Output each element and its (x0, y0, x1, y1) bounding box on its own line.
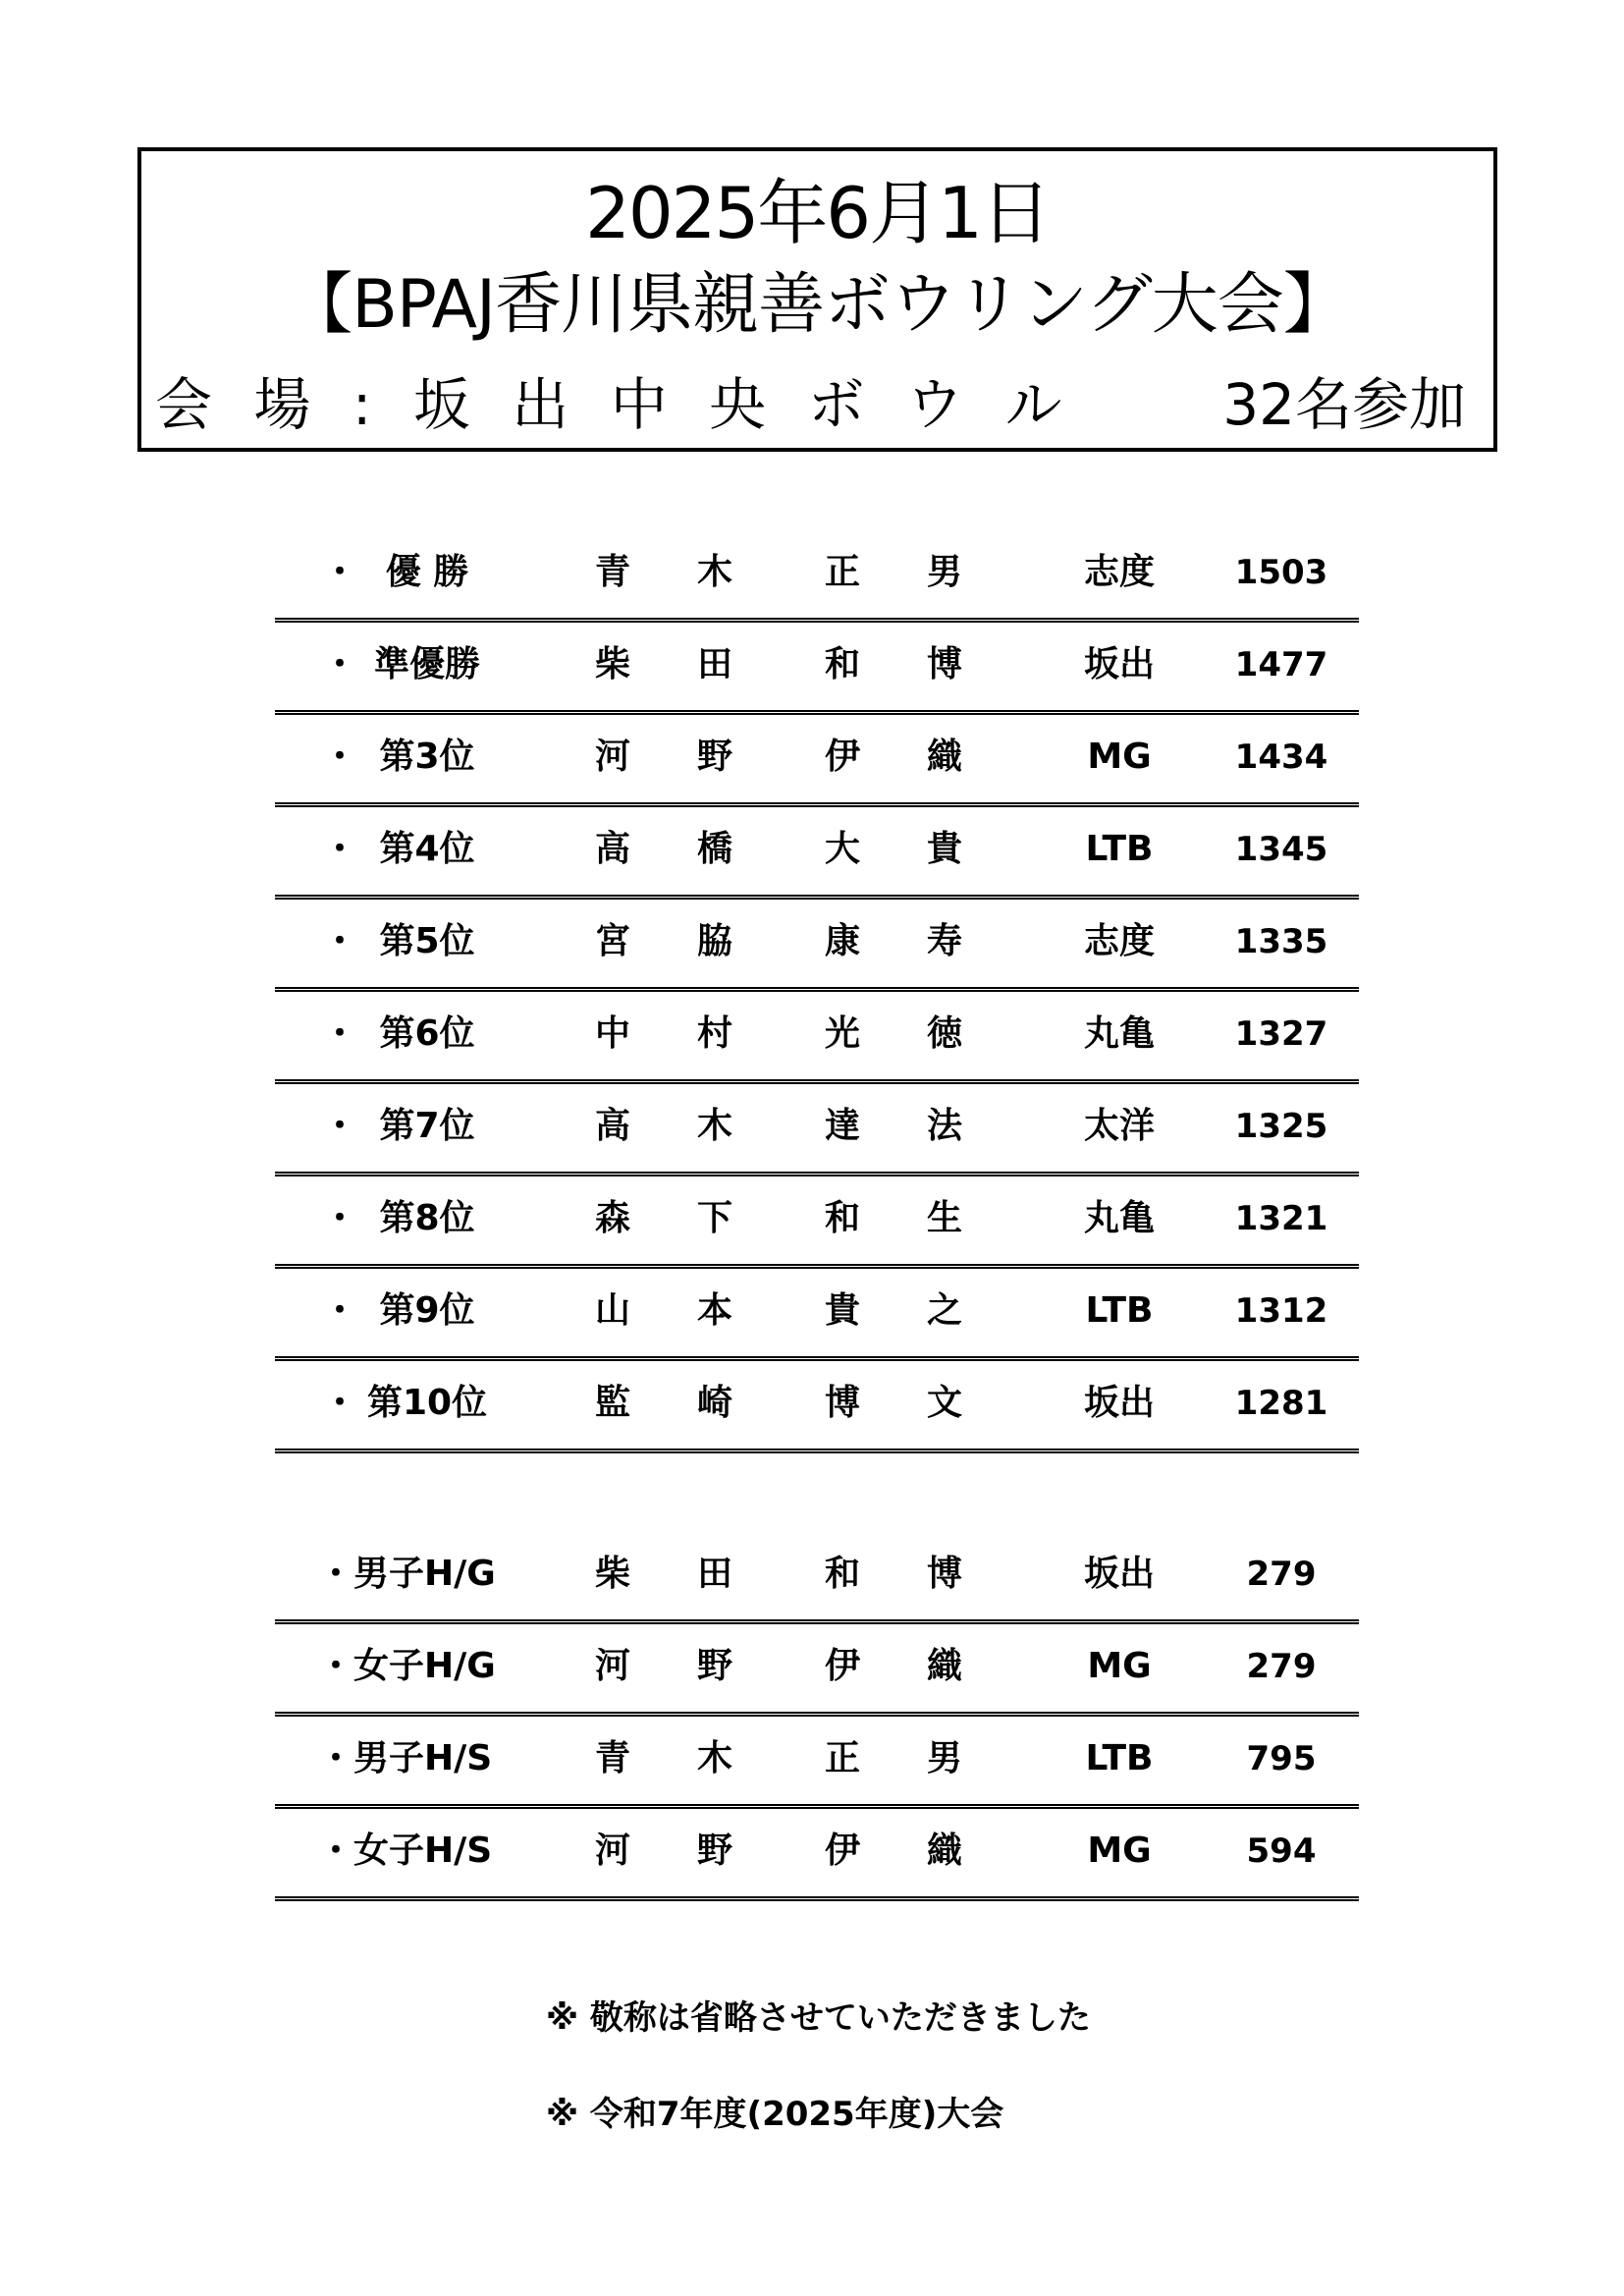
name-char: 中 (594, 1013, 630, 1054)
name-char: 織 (926, 1646, 962, 1686)
rank: 第8位 (379, 1198, 475, 1238)
award-row (275, 1717, 1359, 1809)
rank: 第3位 (379, 737, 475, 777)
name-char: 本 (696, 1290, 732, 1331)
club: LTB (1085, 829, 1154, 869)
name-char: 村 (696, 1013, 732, 1054)
rank: 第6位 (379, 1013, 475, 1054)
club: 丸亀 (1083, 1013, 1155, 1054)
award-label: ・男子H/S (318, 1738, 493, 1778)
name-char: 高 (594, 1106, 630, 1146)
name-char: 織 (926, 737, 962, 777)
award-label: ・女子H/G (318, 1646, 496, 1686)
bullet: ・ (322, 1013, 358, 1054)
note-fiscal-year: ※ 令和7年度(2025年度)大会 (546, 2095, 1004, 2134)
club: MG (1087, 1831, 1152, 1871)
club: 志度 (1083, 921, 1155, 961)
score: 1477 (1234, 645, 1328, 684)
award-label: ・女子H/S (318, 1831, 493, 1871)
name-char: 和 (824, 644, 860, 684)
name-char: 康 (824, 921, 860, 961)
bullet: ・ (322, 921, 358, 961)
name-char: 生 (926, 1198, 962, 1238)
club: 太洋 (1083, 1106, 1155, 1146)
name-char: 文 (926, 1383, 962, 1423)
bullet: ・ (322, 829, 358, 869)
name-char: 下 (696, 1198, 732, 1238)
award-label: ・男子H/G (318, 1554, 496, 1594)
name-char: 田 (696, 644, 732, 684)
award-row (275, 1624, 1359, 1717)
result-row (275, 992, 1359, 1084)
club: LTB (1085, 1738, 1154, 1778)
club: 丸亀 (1083, 1198, 1155, 1238)
name-char: 和 (824, 1198, 860, 1238)
name-char: 徳 (926, 1013, 962, 1054)
score: 1312 (1234, 1291, 1328, 1331)
name-char: 脇 (696, 921, 732, 961)
name-char: 高 (594, 829, 630, 869)
name-char: 柴 (594, 1554, 630, 1594)
name-char: 博 (926, 644, 962, 684)
rank: 準優勝 (373, 644, 480, 684)
score: 1325 (1234, 1107, 1328, 1146)
result-row (275, 900, 1359, 992)
award-row (275, 1532, 1359, 1624)
name-char: 織 (926, 1831, 962, 1871)
club: 坂出 (1083, 1383, 1155, 1423)
score: 1335 (1234, 922, 1328, 961)
rank: 第4位 (379, 829, 475, 869)
name-char: 伊 (824, 737, 860, 777)
name-char: 橋 (696, 829, 732, 869)
name-char: 監 (594, 1383, 630, 1423)
result-row (275, 715, 1359, 807)
score: 1327 (1234, 1014, 1328, 1054)
result-row (275, 807, 1359, 900)
score: 795 (1246, 1739, 1317, 1778)
name-char: 博 (824, 1383, 860, 1423)
name-char: 宮 (594, 921, 630, 961)
name-char: 和 (824, 1554, 860, 1594)
name-char: 寿 (926, 921, 962, 961)
name-char: 法 (926, 1106, 962, 1146)
result-row (275, 1176, 1359, 1269)
name-char: 博 (926, 1554, 962, 1594)
name-char: 光 (824, 1013, 860, 1054)
event-title: 【BPAJ香川県親善ボウリング大会】 (286, 266, 1349, 344)
club: 志度 (1083, 552, 1155, 592)
name-char: 青 (594, 552, 630, 592)
name-char: 野 (696, 1831, 732, 1871)
score: 279 (1246, 1555, 1317, 1594)
name-char: 貴 (824, 1290, 860, 1331)
club: LTB (1085, 1290, 1154, 1331)
results-table (275, 530, 1359, 1453)
name-char: 山 (594, 1290, 630, 1331)
name-char: 貴 (926, 829, 962, 869)
result-row (275, 1084, 1359, 1176)
bullet: ・ (322, 552, 358, 592)
note-honorifics: ※ 敬称は省略させていただきました (546, 1998, 1091, 2038)
name-char: 伊 (824, 1646, 860, 1686)
header-box (137, 147, 1497, 452)
score: 1321 (1234, 1199, 1328, 1238)
result-row (275, 530, 1359, 623)
bullet: ・ (322, 737, 358, 777)
score: 1503 (1234, 553, 1328, 592)
bullet: ・ (322, 1290, 358, 1331)
name-char: 野 (696, 737, 732, 777)
club: MG (1087, 737, 1152, 777)
name-char: 青 (594, 1738, 630, 1778)
name-char: 河 (594, 737, 630, 777)
name-char: 正 (824, 552, 860, 592)
name-char: 之 (926, 1290, 962, 1331)
club: 坂出 (1083, 644, 1155, 684)
name-char: 木 (696, 1106, 732, 1146)
rank: 第9位 (379, 1290, 475, 1331)
club: MG (1087, 1646, 1152, 1686)
bullet: ・ (322, 1106, 358, 1146)
name-char: 柴 (594, 644, 630, 684)
name-char: 田 (696, 1554, 732, 1594)
name-char: 森 (594, 1198, 630, 1238)
result-row (275, 1269, 1359, 1361)
score: 1281 (1234, 1384, 1328, 1423)
name-char: 伊 (824, 1831, 860, 1871)
score: 594 (1246, 1831, 1317, 1871)
participant-count: 32名参加 (1222, 371, 1466, 438)
venue: 会 場 : 坂 出 中 央 ボ ウ ル (155, 371, 1074, 438)
bullet: ・ (322, 644, 358, 684)
result-row (275, 623, 1359, 715)
result-row (275, 1361, 1359, 1453)
name-char: 正 (824, 1738, 860, 1778)
rank: 第7位 (379, 1106, 475, 1146)
awards-table (275, 1532, 1359, 1901)
name-char: 大 (824, 829, 860, 869)
name-char: 木 (696, 1738, 732, 1778)
name-char: 野 (696, 1646, 732, 1686)
name-char: 男 (926, 1738, 962, 1778)
rank: 第5位 (379, 921, 475, 961)
bullet: ・ (322, 1383, 358, 1423)
event-date: 2025年6月1日 (585, 172, 1050, 254)
name-char: 河 (594, 1646, 630, 1686)
name-char: 達 (824, 1106, 860, 1146)
award-row (275, 1809, 1359, 1901)
score: 1345 (1234, 830, 1328, 869)
name-char: 男 (926, 552, 962, 592)
name-char: 崎 (696, 1383, 732, 1423)
score: 1434 (1234, 738, 1328, 777)
bullet: ・ (322, 1198, 358, 1238)
name-char: 河 (594, 1831, 630, 1871)
rank: 優 勝 (385, 552, 469, 592)
score: 279 (1246, 1647, 1317, 1686)
club: 坂出 (1083, 1554, 1155, 1594)
name-char: 木 (696, 552, 732, 592)
rank: 第10位 (366, 1383, 488, 1423)
